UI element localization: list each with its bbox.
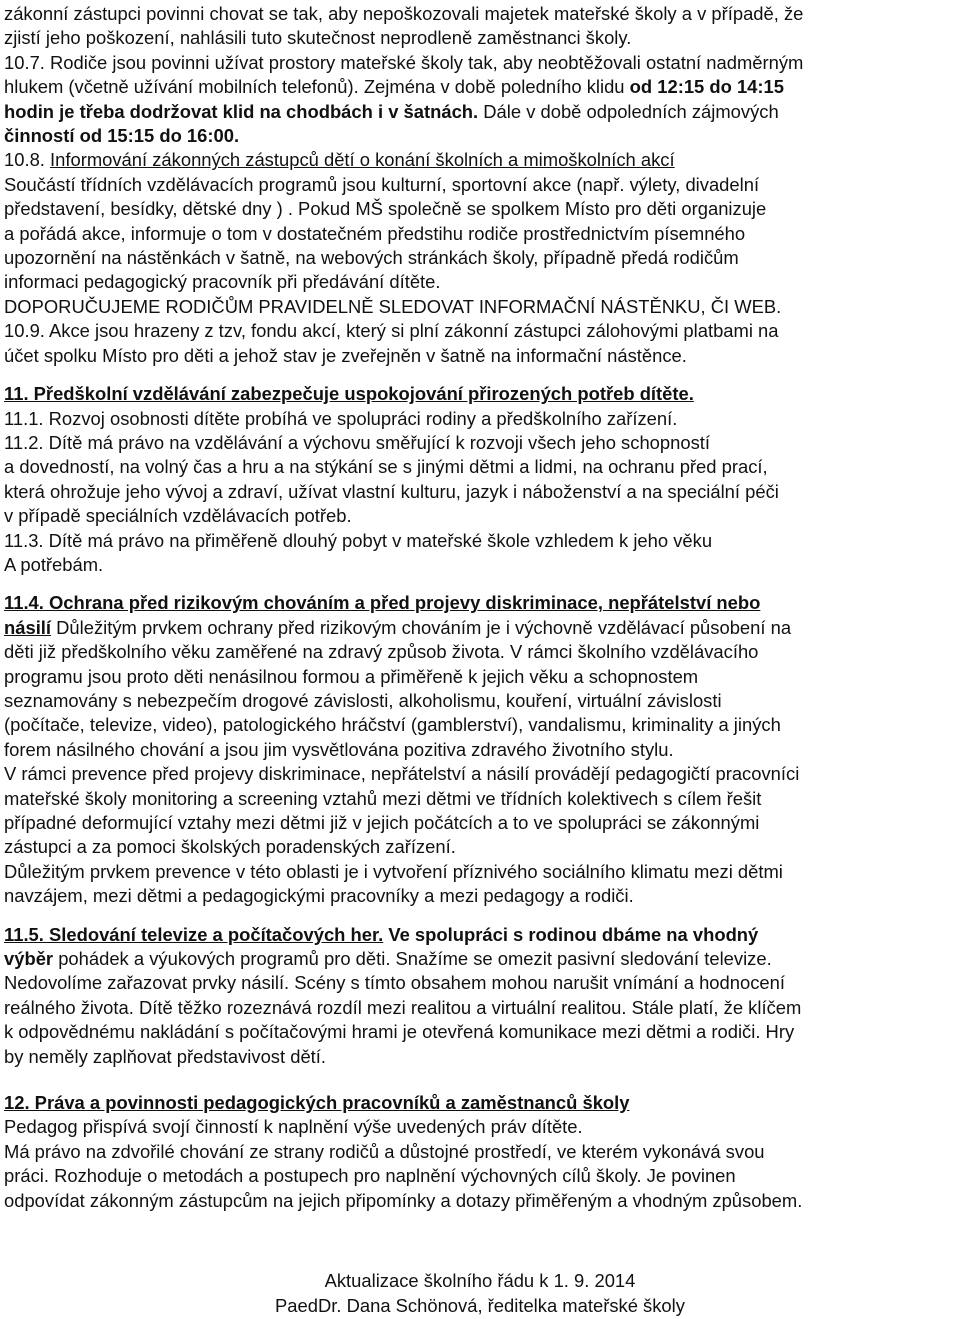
text-line (4, 616, 956, 640)
text-line: 11.3. Dítě má právo na přiměřeně dlouhý pobyt v mateřské škole vzhledem k jeho věku (4, 529, 713, 551)
text-line: která ohrožuje jeho vývoj a zdraví, užívat vlastní kulturu, jazyk i náboženství a na speciální péči (4, 480, 779, 502)
text-line: zjistí jeho poškození, nahlásili tuto skutečnost neprodleně zaměstnanci školy. (4, 27, 632, 49)
quiet-time-unit: hodin (4, 100, 55, 122)
text-line: k odpovědnému nakládání s počítačovými hrami je otevřená komunikace mezi dětmi a rodiči. Hry (4, 1021, 795, 1043)
section-heading: 11. Předškolní vzdělávání zabezpečuje uspokojování přirozených potřeb dítěte. (4, 383, 694, 405)
text-line (4, 124, 956, 148)
text-run: Dále v době odpoledních zájmových (478, 100, 779, 122)
text-run: Důležitým prvkem ochrany před rizikovým chováním je i výchovně vzdělávací působení na (51, 616, 792, 638)
text-line: zástupci a za pomoci školských poradenských zařízení. (4, 836, 456, 858)
afternoon-time: od 15:15 do 16:00. (79, 125, 240, 147)
text-line: případné deformující vztahy mezi dětmi již v jejich počátcích a to ve spolupráci se zákonnými (4, 812, 760, 833)
text-line: mateřské školy monitoring a screening vztahů mezi dětmi ve třídních kolektivech s cílem řešit (4, 787, 762, 809)
text-line: Nedovolíme zařazovat prvky násilí. Scény s tímto obsahem mohou narušit vnímání a hodnocení (4, 972, 785, 994)
text-line (4, 947, 956, 971)
text-line: Důležitým prvkem prevence v této oblasti je i vytvoření příznivého sociálního klimatu mezi dětmi (4, 860, 783, 882)
text-line: Má právo na zdvořilé chování ze strany rodičů a důstojné prostředí, ve kterém vykonává svou (4, 1140, 765, 1162)
text-run: výběr (4, 948, 54, 970)
text-line: práci. Rozhoduje o metodách a postupech pro naplnění výchovných cílů školy. Je povinen (4, 1165, 736, 1187)
text-line: děti již předškolního věku zaměřené na zdravý způsob života. V rámci školního vzdělávacího (4, 641, 759, 663)
text-run: Zejména v době poledního klidu (358, 76, 630, 98)
footer-update-date: Aktualizace školního řádu k 1. 9. 2014 (324, 1270, 636, 1291)
text-line: forem násilného chování a jsou jim vysvětlována pozitiva zdravého životního stylu. (4, 738, 674, 760)
document-body (4, 2, 956, 1213)
text-line: 11.2. Dítě má právo na vzdělávání a výchovu směřující k rozvoji všech jeho schopností (4, 431, 711, 453)
text-line: 10.7. Rodiče jsou povinni užívat prostory mateřské školy tak, aby neobtěžovali ostatní nadměrným (4, 51, 804, 73)
footer-author: PaedDr. Dana Schönová, ředitelka mateřské školy (275, 1295, 685, 1316)
section-heading: Informování zákonných zástupců dětí o konání školních a mimoškolních akcí (50, 149, 675, 171)
text-line: A potřebám. (4, 553, 104, 575)
text-run: hlukem (včetně užívání mobilních telefonů). (4, 76, 359, 98)
quiet-time-start: od 12:15 do 14:15 (629, 76, 784, 98)
text-line: navzájem, mezi dětmi a pedagogickými pracovníky a mezi pedagogy a rodiči. (4, 885, 634, 907)
text-line (4, 923, 956, 947)
text-line: představení, besídky, dětské dny ) . Pokud MŠ společně se spolkem Místo pro děti organizuje (4, 198, 767, 220)
text-line: upozornění na nástěnkách v šatně, na webových stránkách školy, případně předá rodičům (4, 247, 739, 269)
text-line: V rámci prevence před projevy diskriminace, nepřátelství a násilí provádějí pedagogičtí pracovníci (4, 763, 800, 785)
text-line: 10.9. Akce jsou hrazeny z tzv, fondu akcí, který si plní zákonní zástupci zálohovými platbami na (4, 320, 779, 342)
text-line: odpovídat zákonným zástupcům na jejich připomínky a dotazy přiměřeným a vhodným způsobem. (4, 1189, 803, 1211)
text-line: zákonní zástupci povinni chovat se tak, aby nepoškozovali majetek mateřské školy a v případě, že (4, 3, 804, 24)
text-line: a pořádá akce, informuje o tom v dostatečném předstihu rodiče prostřednictvím písemného (4, 222, 746, 244)
text-line: a dovedností, na volný čas a hru a na stýkání se s jinými dětmi a lidmi, na ochranu před prací, (4, 456, 768, 478)
section-heading: 11.4. Ochrana před rizikovým chováním a před projevy diskriminace, nepřátelství nebo (4, 592, 761, 614)
text-line (4, 75, 956, 99)
text-line: informaci pedagogický pracovník při předávání dítěte. (4, 271, 441, 293)
text-line: Součástí třídních vzdělávacích programů jsou kulturní, sportovní akce (např. výlety, divadelní (4, 173, 760, 195)
text-line: (počítače, televize, video), patologického hráčství (gamblerství), vandalismu, kriminality a jiných (4, 714, 781, 736)
text-line: by neměly zaplňovat představivost dětí. (4, 1045, 327, 1067)
section-heading: 11.5. Sledování televize a počítačových her. (4, 923, 384, 945)
text-run: Ve spolupráci s rodinou dbáme na vhodný (383, 923, 759, 945)
text-run: pohádek a výukových programů pro děti. Snažíme se omezit pasivní sledování televize. (53, 948, 772, 970)
section-number: 10.8. (4, 149, 51, 171)
text-line: programu jsou proto děti nenásilnou formou a přiměřeně k jejich věku a schopnostem (4, 665, 699, 687)
recommendation-line: DOPORUČUJEME RODIČŮM PRAVIDELNĚ SLEDOVAT INFORMAČNÍ NÁSTĚNKU, ČI WEB. (4, 295, 782, 317)
text-line (4, 148, 956, 172)
page-footer (0, 1268, 960, 1318)
text-line: Pedagog přispívá svojí činností k naplnění výše uvedených práv dítěte. (4, 1116, 583, 1138)
text-line: účet spolku Místo pro děti a jehož stav je zveřejněn v šatně na informační nástěnce. (4, 344, 687, 366)
section-heading: 12. Práva a povinnosti pedagogických pracovníků a zaměstnanců školy (4, 1092, 630, 1114)
text-line: seznamovány s nebezpečím drogové závislosti, alkoholismu, kouření, virtuální závislosti (4, 689, 722, 711)
section-heading-end: násilí (4, 616, 52, 638)
text-line: 11.1. Rozvoj osobnosti dítěte probíhá ve spolupráci rodiny a předškolního zařízení. (4, 407, 678, 429)
text-line (4, 100, 956, 124)
text-line: v případě speciálních vzdělávacích potřeb. (4, 505, 352, 527)
text-run: je třeba dodržovat klid na chodbách i v šatnách. (54, 100, 479, 122)
text-line: reálného života. Dítě těžko rozeznává rozdíl mezi realitou a virtuální realitou. Stále platí, že klíčem (4, 996, 802, 1018)
text-run: činností (4, 125, 80, 147)
